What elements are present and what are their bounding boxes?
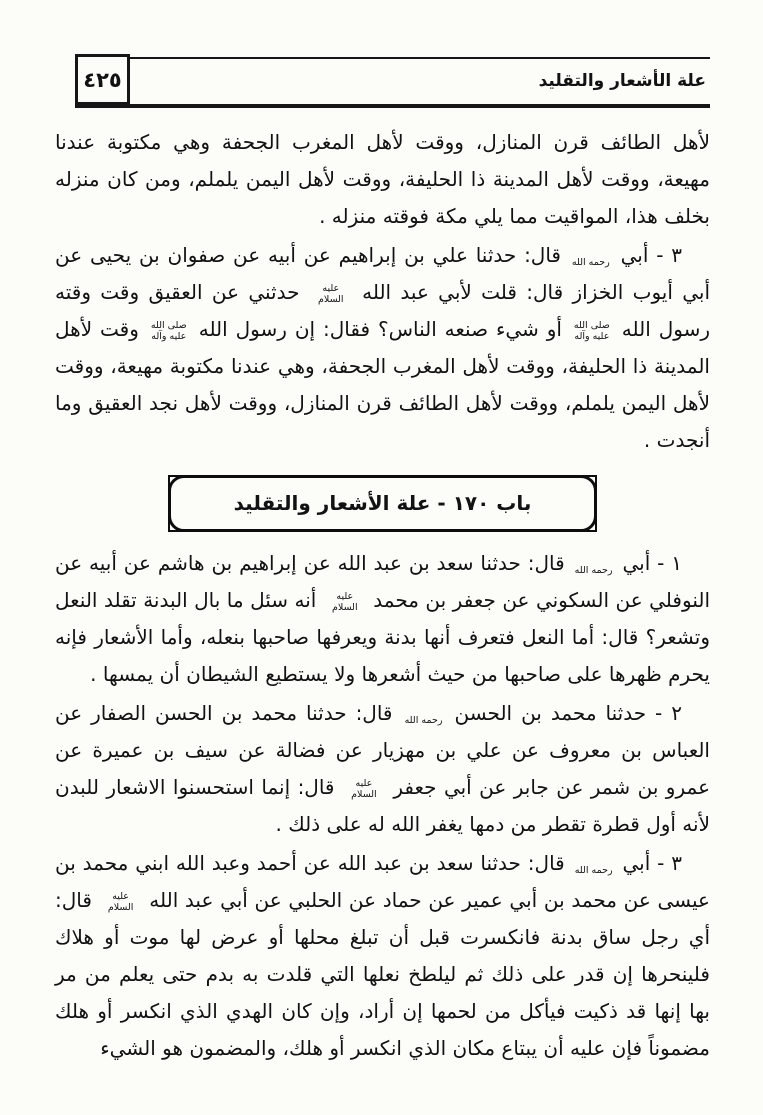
- honorific-mark: رحمه الله: [574, 865, 613, 876]
- honorific-mark: عليه السلام: [332, 591, 358, 613]
- text-run: وقت لأهل المدينة ذا الحليفة، ووقت لأهل المغرب الجحفة، وهي عندنا مكتوبة مهيعة، ووقت لأهل اليمن يلملم، ووقت لأهل الطائف قرن المنازل، ووقت لأهل نجد العقيق وما أنجدت .: [55, 317, 710, 452]
- page-number: ٤٢٥: [83, 67, 122, 92]
- text-run: ٣ - أبي: [615, 851, 682, 875]
- text-block-top: [55, 124, 710, 459]
- running-title: علة الأشعار والتقليد: [538, 71, 706, 91]
- honorific-mark: عليه السلام: [351, 778, 377, 800]
- text-run: قال: حدثنا علي بن إبراهيم عن أبيه عن صفوان بن يحيى عن أبي أيوب الخزاز قال: قلت لأبي عبد الله: [55, 243, 710, 304]
- text-run: قال: إنما استحسنوا الاشعار للبدن لأنه أول قطرة تقطر من دمها يغفر الله له على ذلك .: [55, 775, 710, 836]
- honorific-mark: صلى الله عليه وآله: [573, 320, 610, 342]
- text-run: أنه سئل ما بال البدنة تقلد النعل وتشعر؟ قال: أما النعل فتعرف أنها بدنة ويعرفها صاحبها بنعله، وأما الأشعار فإنه يحرم ظهرها على صاحبها من حيث أشعرها ولا يستطيع الشيطان أن يمسها .: [55, 588, 710, 686]
- honorific-mark: رحمه الله: [574, 565, 613, 576]
- text-run: ٣ - أبي: [612, 243, 682, 267]
- honorific-mark: رحمه الله: [404, 715, 443, 726]
- paragraph: [55, 237, 710, 459]
- text-run: قال: حدثنا سعد بن عبد الله عن أحمد وعبد الله ابني محمد بن عيسى عن محمد بن أبي عمير عن حماد عن الحلبي عن أبي عبد الله: [55, 851, 710, 912]
- text-run: أو شيء صنعه الناس؟ فقال: إن رسول الله: [190, 317, 570, 341]
- text-run: ٢ - حدثنا محمد بن الحسن: [445, 701, 682, 725]
- honorific-mark: صلى الله عليه وآله: [150, 320, 187, 342]
- chapter-heading-box: [168, 475, 597, 532]
- text-run: لأهل الطائف قرن المنازل، ووقت لأهل المغرب الجحفة وهي مكتوبة عندنا مهيعة، ووقت لأهل المدينة ذا الحليفة، ووقت لأهل اليمن يلملم، ومن كان منزله بخلف هذا، المواقيت مما يلي مكة فوقته منزله .: [55, 130, 710, 228]
- paragraph: [55, 545, 710, 693]
- page-number-box: [75, 54, 130, 105]
- text-run: قال: حدثنا محمد بن الحسن الصفار عن العباس بن معروف عن علي بن مهزيار عن فضالة عن سيف بن عميرة عن عمرو بن شمر عن جابر عن أبي جعفر: [55, 701, 710, 799]
- honorific-mark: عليه السلام: [318, 283, 344, 305]
- paragraph: [55, 124, 710, 235]
- page-body: [55, 124, 710, 1069]
- paragraph: [55, 695, 710, 843]
- honorific-mark: رحمه الله: [571, 257, 610, 268]
- text-block-bottom: [55, 545, 710, 1067]
- honorific-mark: عليه السلام: [107, 891, 134, 913]
- paragraph: [55, 845, 710, 1067]
- text-run: قال: أي رجل ساق بدنة فانكسرت قبل أن تبلغ محلها أو عرض لها موت أو هلاك فلينحرها إن قدر على ذلك ثم ليلطخ نعلها التي قلدت به بدم حتى يعلم من مر بها إنها قد ذكيت فيأكل من لحمها إن أراد، وإن كان الهدي الذي انكسر أو هلك مضموناً فإن عليه أن يبتاع مكان الذي انكسر أو هلك، والمضمون هو الشيء: [55, 888, 710, 1060]
- text-run: قال: حدثنا سعد بن عبد الله عن إبراهيم بن هاشم عن أبيه عن النوفلي عن السكوني عن جعفر بن محمد: [55, 551, 711, 612]
- text-run: حدثني عن العقيق وقت وقته رسول الله: [55, 280, 710, 341]
- chapter-heading: باب ١٧٠ - علة الأشعار والتقليد: [168, 475, 597, 532]
- text-run: ١ - أبي: [615, 551, 682, 575]
